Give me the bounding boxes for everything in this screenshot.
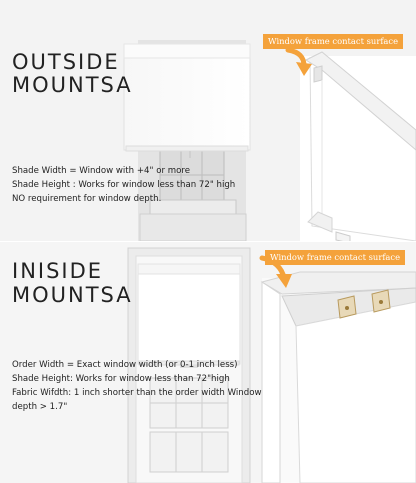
inside-mount-panel [0, 242, 416, 483]
inside-mount-specs [12, 358, 262, 414]
closeup-shade-face [296, 302, 416, 483]
inside-mount-title-line1: INISIDE [12, 259, 104, 283]
bracket-screw [345, 306, 349, 310]
outside-mount-title-line2: MOUNTSA [12, 73, 133, 97]
window-sash-lower [150, 432, 228, 472]
inside-spec-width: Order Width = Exact window width (or 0-1 inch less) [12, 360, 238, 370]
inside-mount-title-line2: MOUNTSA [12, 283, 133, 307]
bracket-screw [379, 300, 383, 304]
inside-spec-height: Shade Height: Works for window less than 72"high [12, 374, 230, 384]
shade-cassette [124, 44, 250, 58]
inside-spec-depth: depth > 1.7" [12, 402, 68, 412]
outside-spec-depth: NO requirement for window depth. [12, 194, 162, 204]
closeup-bracket [314, 66, 322, 82]
outside-mount-panel [0, 0, 416, 241]
outside-callout-label: Window frame contact surface [263, 34, 403, 49]
inside-spec-fabric: Fabric Wifdth: 1 inch shorter than the order width Window [12, 388, 262, 398]
roller-shade [138, 264, 240, 364]
outside-spec-width: Shade Width = Window with +4" or more [12, 166, 190, 176]
outside-spec-height: Shade Height : Works for window less than 72" high [12, 180, 236, 190]
window-lower-frame [140, 214, 246, 241]
shade-cassette [138, 264, 240, 274]
outside-mount-title-line1: OUTSIDE [12, 50, 120, 74]
roller-shade [124, 44, 250, 150]
inside-callout-label: Window frame contact surface [265, 250, 405, 265]
closeup-frame-side [262, 282, 280, 483]
shade-bottom-bar [126, 146, 248, 151]
outside-mount-specs [12, 164, 235, 206]
